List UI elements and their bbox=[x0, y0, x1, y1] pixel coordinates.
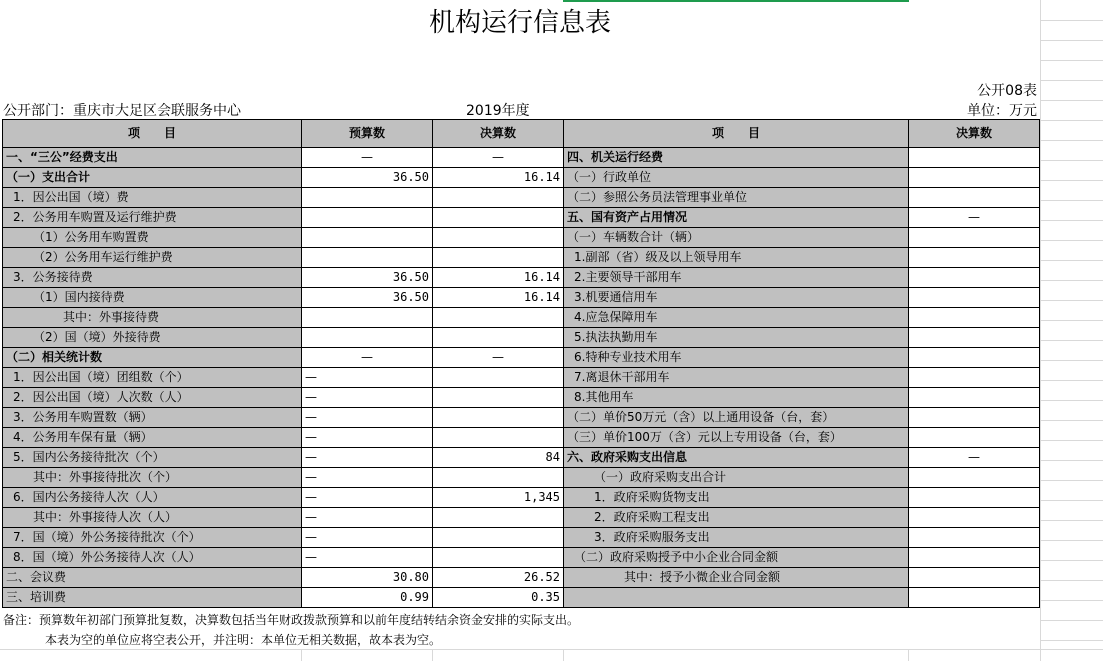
budget-cell[interactable] bbox=[302, 228, 433, 248]
budget-cell[interactable]: — bbox=[302, 148, 433, 168]
right-label[interactable]: 6.特种专业技术用车 bbox=[564, 348, 909, 368]
final-cell[interactable] bbox=[433, 188, 564, 208]
final-cell[interactable] bbox=[433, 208, 564, 228]
header-budget[interactable]: 预算数 bbox=[302, 120, 433, 148]
row-label[interactable]: （2）国（境）外接待费 bbox=[3, 328, 302, 348]
form-code: 公开08表 bbox=[977, 83, 1037, 99]
right-label[interactable]: 4.应急保障用车 bbox=[564, 308, 909, 328]
final-cell[interactable] bbox=[433, 548, 564, 568]
table-row bbox=[3, 528, 1040, 548]
table-row bbox=[3, 388, 1040, 408]
right-value-cell[interactable] bbox=[909, 168, 1040, 188]
table-row bbox=[3, 228, 1040, 248]
right-label[interactable]: （一）行政单位 bbox=[564, 168, 909, 188]
final-cell[interactable] bbox=[433, 308, 564, 328]
footnote-2: 本表为空的单位应将空表公开，并注明：本单位无相关数据，故本表为空。 bbox=[45, 633, 442, 647]
final-cell[interactable]: 84 bbox=[433, 448, 564, 468]
row-label[interactable]: 3．公务用车购置数（辆） bbox=[3, 408, 302, 428]
final-cell[interactable]: 16.14 bbox=[433, 288, 564, 308]
table-row bbox=[3, 348, 1040, 368]
budget-cell[interactable]: 36.50 bbox=[302, 268, 433, 288]
row-label[interactable]: 其中：外事接待批次（个） bbox=[3, 468, 302, 488]
table-row bbox=[3, 248, 1040, 268]
right-label[interactable]: 7.离退休干部用车 bbox=[564, 368, 909, 388]
budget-cell[interactable]: — bbox=[302, 408, 433, 428]
selection-bar bbox=[563, 0, 909, 2]
budget-cell[interactable]: — bbox=[302, 368, 433, 388]
row-label[interactable]: 1．因公出国（境）费 bbox=[3, 188, 302, 208]
right-value-cell[interactable] bbox=[909, 308, 1040, 328]
budget-cell[interactable]: — bbox=[302, 528, 433, 548]
final-cell[interactable]: 16.14 bbox=[433, 168, 564, 188]
table-row bbox=[3, 448, 1040, 468]
budget-cell[interactable] bbox=[302, 208, 433, 228]
table-row bbox=[3, 468, 1040, 488]
right-value-cell[interactable] bbox=[909, 388, 1040, 408]
budget-cell[interactable]: — bbox=[302, 548, 433, 568]
right-value-cell[interactable] bbox=[909, 228, 1040, 248]
row-label[interactable]: （2）公务用车运行维护费 bbox=[3, 248, 302, 268]
right-label[interactable]: 3．政府采购服务支出 bbox=[564, 528, 909, 548]
right-value-cell[interactable] bbox=[909, 288, 1040, 308]
right-value-cell[interactable] bbox=[909, 428, 1040, 448]
final-cell[interactable] bbox=[433, 228, 564, 248]
table-row bbox=[3, 288, 1040, 308]
budget-cell[interactable]: 0.99 bbox=[302, 588, 433, 608]
final-cell[interactable] bbox=[433, 528, 564, 548]
table-row bbox=[3, 568, 1040, 588]
right-value-cell[interactable] bbox=[909, 368, 1040, 388]
right-label[interactable]: （一）车辆数合计（辆） bbox=[564, 228, 909, 248]
right-value-cell[interactable] bbox=[909, 188, 1040, 208]
row-label[interactable]: 一、“三公”经费支出 bbox=[3, 148, 302, 168]
row-label[interactable]: 5．国内公务接待批次（个） bbox=[3, 448, 302, 468]
header-item-right[interactable]: 项 目 bbox=[564, 120, 909, 148]
final-cell[interactable] bbox=[433, 388, 564, 408]
row-label[interactable]: 8．国（境）外公务接待人次（人） bbox=[3, 548, 302, 568]
budget-cell[interactable]: — bbox=[302, 468, 433, 488]
right-label[interactable]: 2.主要领导干部用车 bbox=[564, 268, 909, 288]
final-cell[interactable] bbox=[433, 248, 564, 268]
row-label[interactable]: 7．国（境）外公务接待批次（个） bbox=[3, 528, 302, 548]
row-label[interactable]: （二）相关统计数 bbox=[3, 348, 302, 368]
right-label[interactable]: 1．政府采购货物支出 bbox=[564, 488, 909, 508]
year-label: 2019年度 bbox=[466, 103, 530, 119]
right-label[interactable]: 2．政府采购工程支出 bbox=[564, 508, 909, 528]
final-cell[interactable] bbox=[433, 368, 564, 388]
budget-cell[interactable]: — bbox=[302, 348, 433, 368]
table-row bbox=[3, 428, 1040, 448]
right-value-cell[interactable] bbox=[909, 148, 1040, 168]
row-label[interactable]: （1）国内接待费 bbox=[3, 288, 302, 308]
right-value-cell[interactable] bbox=[909, 528, 1040, 548]
unit-label: 单位：万元 bbox=[967, 103, 1037, 119]
right-label[interactable]: 六、政府采购支出信息 bbox=[564, 448, 909, 468]
right-value-cell[interactable]: — bbox=[909, 208, 1040, 228]
row-label[interactable]: （一）支出合计 bbox=[3, 168, 302, 188]
final-cell[interactable] bbox=[433, 468, 564, 488]
right-value-cell[interactable] bbox=[909, 248, 1040, 268]
right-label[interactable]: （一）政府采购支出合计 bbox=[564, 468, 909, 488]
final-cell[interactable] bbox=[433, 328, 564, 348]
row-label[interactable]: 其中：外事接待人次（人） bbox=[3, 508, 302, 528]
budget-cell[interactable]: — bbox=[302, 428, 433, 448]
right-value-cell[interactable] bbox=[909, 488, 1040, 508]
budget-cell[interactable] bbox=[302, 248, 433, 268]
right-value-cell[interactable] bbox=[909, 268, 1040, 288]
table-row bbox=[3, 148, 1040, 168]
right-label[interactable]: 5.执法执勤用车 bbox=[564, 328, 909, 348]
page-title: 机构运行信息表 bbox=[428, 8, 611, 38]
right-value-cell[interactable] bbox=[909, 568, 1040, 588]
budget-cell[interactable]: — bbox=[302, 388, 433, 408]
right-value-cell[interactable] bbox=[909, 588, 1040, 608]
right-label[interactable]: 1.副部（省）级及以上领导用车 bbox=[564, 248, 909, 268]
right-label[interactable]: （二）政府采购授予中小企业合同金额 bbox=[564, 548, 909, 568]
table-row bbox=[3, 188, 1040, 208]
row-label[interactable]: 2．因公出国（境）人次数（人） bbox=[3, 388, 302, 408]
budget-cell[interactable]: — bbox=[302, 508, 433, 528]
row-label[interactable]: 三、培训费 bbox=[3, 588, 302, 608]
row-label[interactable]: 其中：外事接待费 bbox=[3, 308, 302, 328]
final-cell[interactable] bbox=[433, 408, 564, 428]
table-row bbox=[3, 168, 1040, 188]
budget-cell[interactable]: 30.80 bbox=[302, 568, 433, 588]
right-label[interactable]: 其中：授予小微企业合同金额 bbox=[564, 568, 909, 588]
row-label[interactable]: 2．公务用车购置及运行维护费 bbox=[3, 208, 302, 228]
table-row bbox=[3, 408, 1040, 428]
final-cell[interactable]: 16.14 bbox=[433, 268, 564, 288]
table-row bbox=[3, 308, 1040, 328]
budget-cell[interactable]: — bbox=[302, 448, 433, 468]
department-label: 公开部门：重庆市大足区会联服务中心 bbox=[3, 103, 241, 119]
table-row bbox=[3, 548, 1040, 568]
budget-cell[interactable] bbox=[302, 188, 433, 208]
table-row bbox=[3, 268, 1040, 288]
row-label[interactable]: （1）公务用车购置费 bbox=[3, 228, 302, 248]
row-label[interactable]: 4．公务用车保有量（辆） bbox=[3, 428, 302, 448]
final-cell[interactable]: 1,345 bbox=[433, 488, 564, 508]
header-final[interactable]: 决算数 bbox=[433, 120, 564, 148]
budget-cell[interactable] bbox=[302, 308, 433, 328]
final-cell[interactable]: 26.52 bbox=[433, 568, 564, 588]
right-label[interactable]: （二）参照公务员法管理事业单位 bbox=[564, 188, 909, 208]
table-row bbox=[3, 588, 1040, 608]
row-label[interactable]: 二、会议费 bbox=[3, 568, 302, 588]
info-table bbox=[2, 119, 1040, 608]
right-value-cell[interactable] bbox=[909, 468, 1040, 488]
final-cell[interactable]: 0.35 bbox=[433, 588, 564, 608]
right-label[interactable] bbox=[564, 588, 909, 608]
right-value-cell[interactable] bbox=[909, 548, 1040, 568]
table-row bbox=[3, 488, 1040, 508]
right-value-cell[interactable]: — bbox=[909, 448, 1040, 468]
row-label[interactable]: 3．公务接待费 bbox=[3, 268, 302, 288]
row-label[interactable]: 1．因公出国（境）团组数（个） bbox=[3, 368, 302, 388]
table-row bbox=[3, 508, 1040, 528]
right-value-cell[interactable] bbox=[909, 408, 1040, 428]
header-item-left[interactable]: 项 目 bbox=[3, 120, 302, 148]
budget-cell[interactable]: — bbox=[302, 488, 433, 508]
table-header-row bbox=[3, 120, 1040, 148]
right-label[interactable]: 8.其他用车 bbox=[564, 388, 909, 408]
budget-cell[interactable]: 36.50 bbox=[302, 288, 433, 308]
final-cell[interactable] bbox=[433, 508, 564, 528]
budget-cell[interactable]: 36.50 bbox=[302, 168, 433, 188]
right-label[interactable]: （二）单价50万元（含）以上通用设备（台，套） bbox=[564, 408, 909, 428]
final-cell[interactable]: — bbox=[433, 148, 564, 168]
budget-cell[interactable] bbox=[302, 328, 433, 348]
header-final-right[interactable]: 决算数 bbox=[909, 120, 1040, 148]
right-label[interactable]: 五、国有资产占用情况 bbox=[564, 208, 909, 228]
right-label[interactable]: 四、机关运行经费 bbox=[564, 148, 909, 168]
right-label[interactable]: 3.机要通信用车 bbox=[564, 288, 909, 308]
right-label[interactable]: （三）单价100万（含）元以上专用设备（台，套） bbox=[564, 428, 909, 448]
table-row bbox=[3, 208, 1040, 228]
table-row bbox=[3, 368, 1040, 388]
right-value-cell[interactable] bbox=[909, 348, 1040, 368]
final-cell[interactable]: — bbox=[433, 348, 564, 368]
final-cell[interactable] bbox=[433, 428, 564, 448]
right-value-cell[interactable] bbox=[909, 508, 1040, 528]
right-value-cell[interactable] bbox=[909, 328, 1040, 348]
table-row bbox=[3, 328, 1040, 348]
row-label[interactable]: 6．国内公务接待人次（人） bbox=[3, 488, 302, 508]
footnote-1: 备注：预算数年初部门预算批复数，决算数包括当年财政拨款预算和以前年度结转结余资金安排的实际支出。 bbox=[3, 613, 580, 627]
